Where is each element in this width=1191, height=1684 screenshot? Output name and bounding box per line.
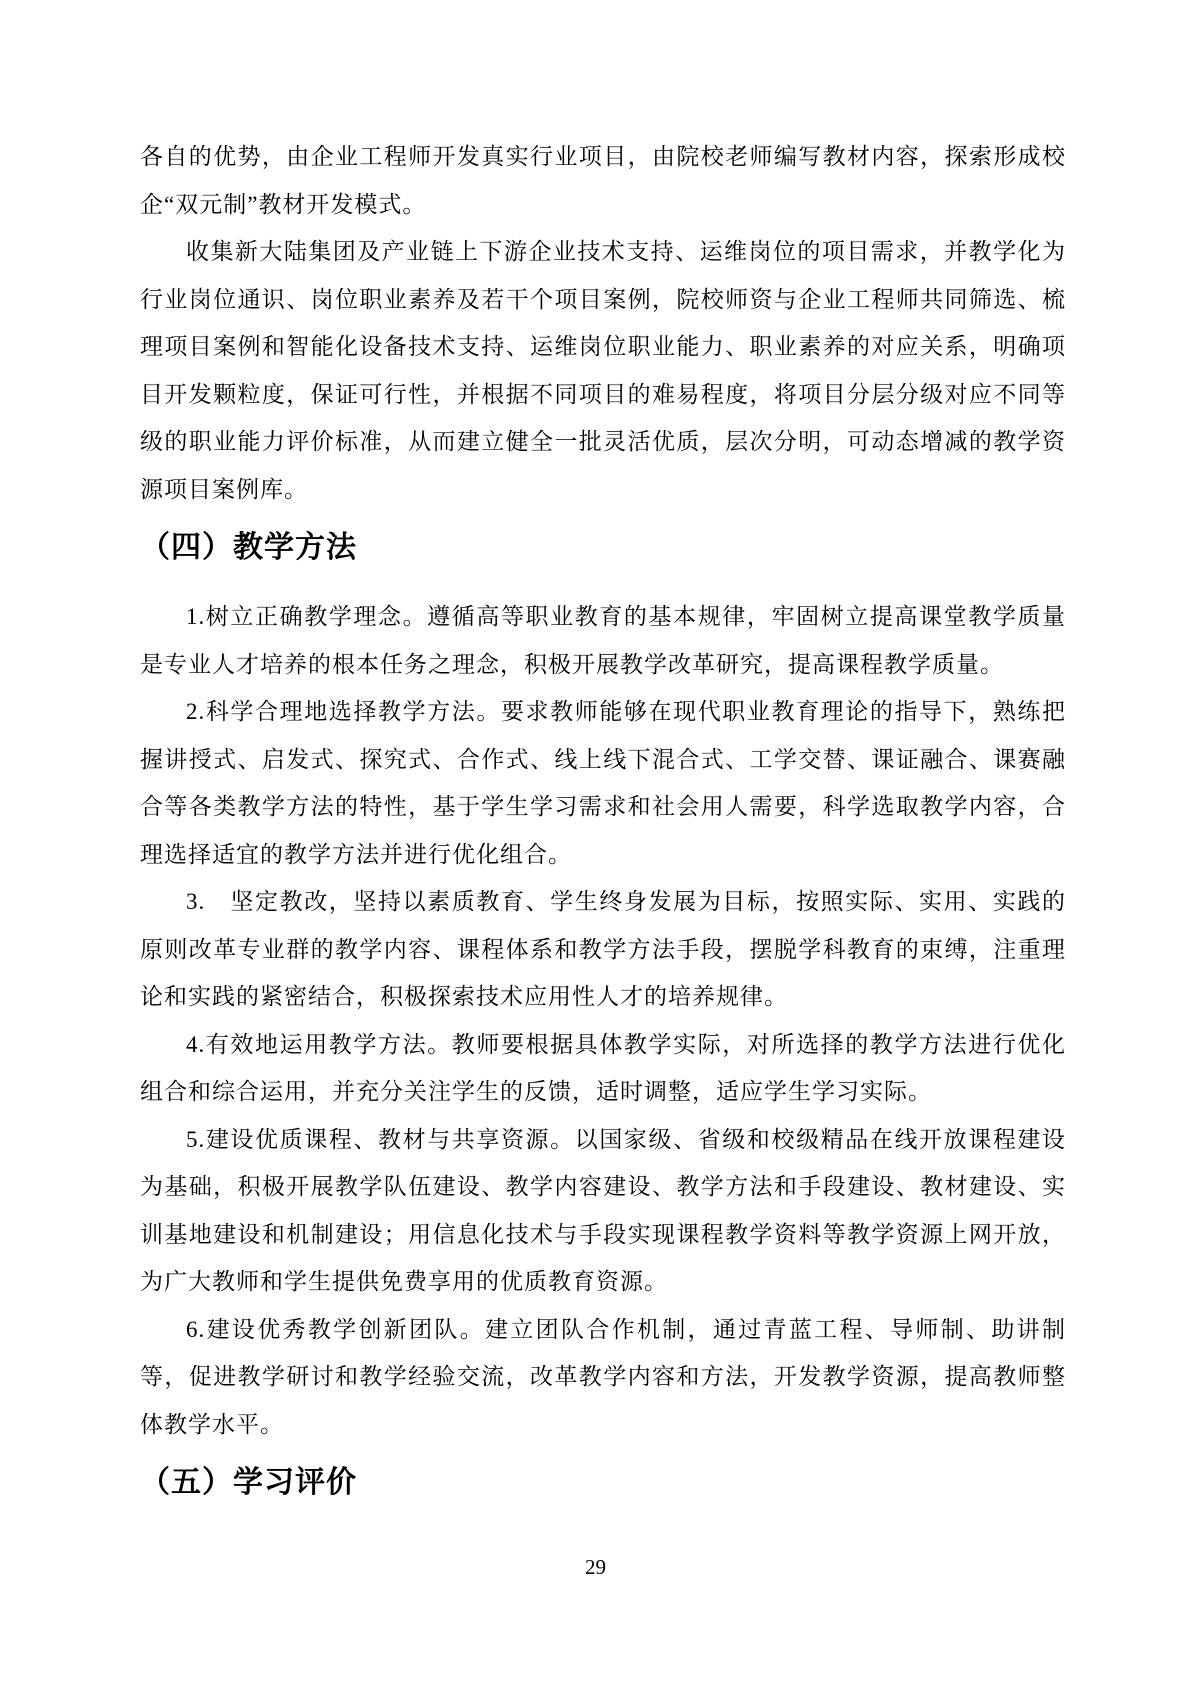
paragraph-continuation: 各自的优势，由企业工程师开发真实行业项目，由院校老师编写教材内容，探索形成校企“双元制”教材开发模式。: [140, 144, 1066, 217]
section-heading-4: （四）教学方法: [140, 531, 357, 564]
paragraph-item-4: 4.有效地运用教学方法。教师要根据具体教学实际，对所选择的教学方法进行优化组合和综合运用，并充分关注学生的反馈，适时调整，适应学生学习实际。: [140, 1031, 1066, 1104]
paragraph-item-1: 1.树立正确教学理念。遵循高等职业教育的基本规律，牢固树立提高课堂教学质量是专业人才培养的根本任务之理念，积极开展教学改革研究，提高课程教学质量。: [140, 604, 1066, 677]
paragraph: 收集新大陆集团及产业链上下游企业技术支持、运维岗位的项目需求，并教学化为行业岗位通识、岗位职业素养及若干个项目案例，院校师资与企业工程师共同筛选、梳理项目案例和智能化设备技术支持、运维岗位职业能力、职业素养的对应关系，明确项目开发颗粒度，保证可行性，并根据不同项目的难易程度，将项目分层分级对应不同等级的职业能力评价标准，从而建立健全一批灵活优质，层次分明，可动态增减的教学资源项目案例库。: [140, 239, 1066, 502]
paragraph-item-6: 6.建设优秀教学创新团队。建立团队合作机制，通过青蓝工程、导师制、助讲制等，促进教学研讨和教学经验交流，改革教学内容和方法，开发教学资源，提高教师整体教学水平。: [140, 1316, 1066, 1437]
document-body: [140, 133, 1066, 1504]
page-number: 29: [585, 1555, 606, 1579]
paragraph-item-3: 3. 坚定教改，坚持以素质教育、学生终身发展为目标，按照实际、实用、实践的原则改革专业群的教学内容、课程体系和教学方法手段，摆脱学科教育的束缚，注重理论和实践的紧密结合，积极探索技术应用性人才的培养规律。: [140, 889, 1066, 1009]
paragraph-item-5: 5.建设优质课程、教材与共享资源。以国家级、省级和校级精品在线开放课程建设为基础，积极开展教学队伍建设、教学内容建设、教学方法和手段建设、教材建设、实训基地建设和机制建设；用信息化技术与手段实现课程教学资料等教学资源上网开放，为广大教师和学生提供免费享用的优质教育资源。: [140, 1126, 1066, 1294]
paragraph-item-2: 2.科学合理地选择教学方法。要求教师能够在现代职业教育理论的指导下，熟练把握讲授式、启发式、探究式、合作式、线上线下混合式、工学交替、课证融合、课赛融合等各类教学方法的特性，基于学生学习需求和社会用人需要，科学选取教学内容，合理选择适宜的教学方法并进行优化组合。: [140, 699, 1066, 867]
section-heading-5: （五）学习评价: [140, 1466, 357, 1499]
